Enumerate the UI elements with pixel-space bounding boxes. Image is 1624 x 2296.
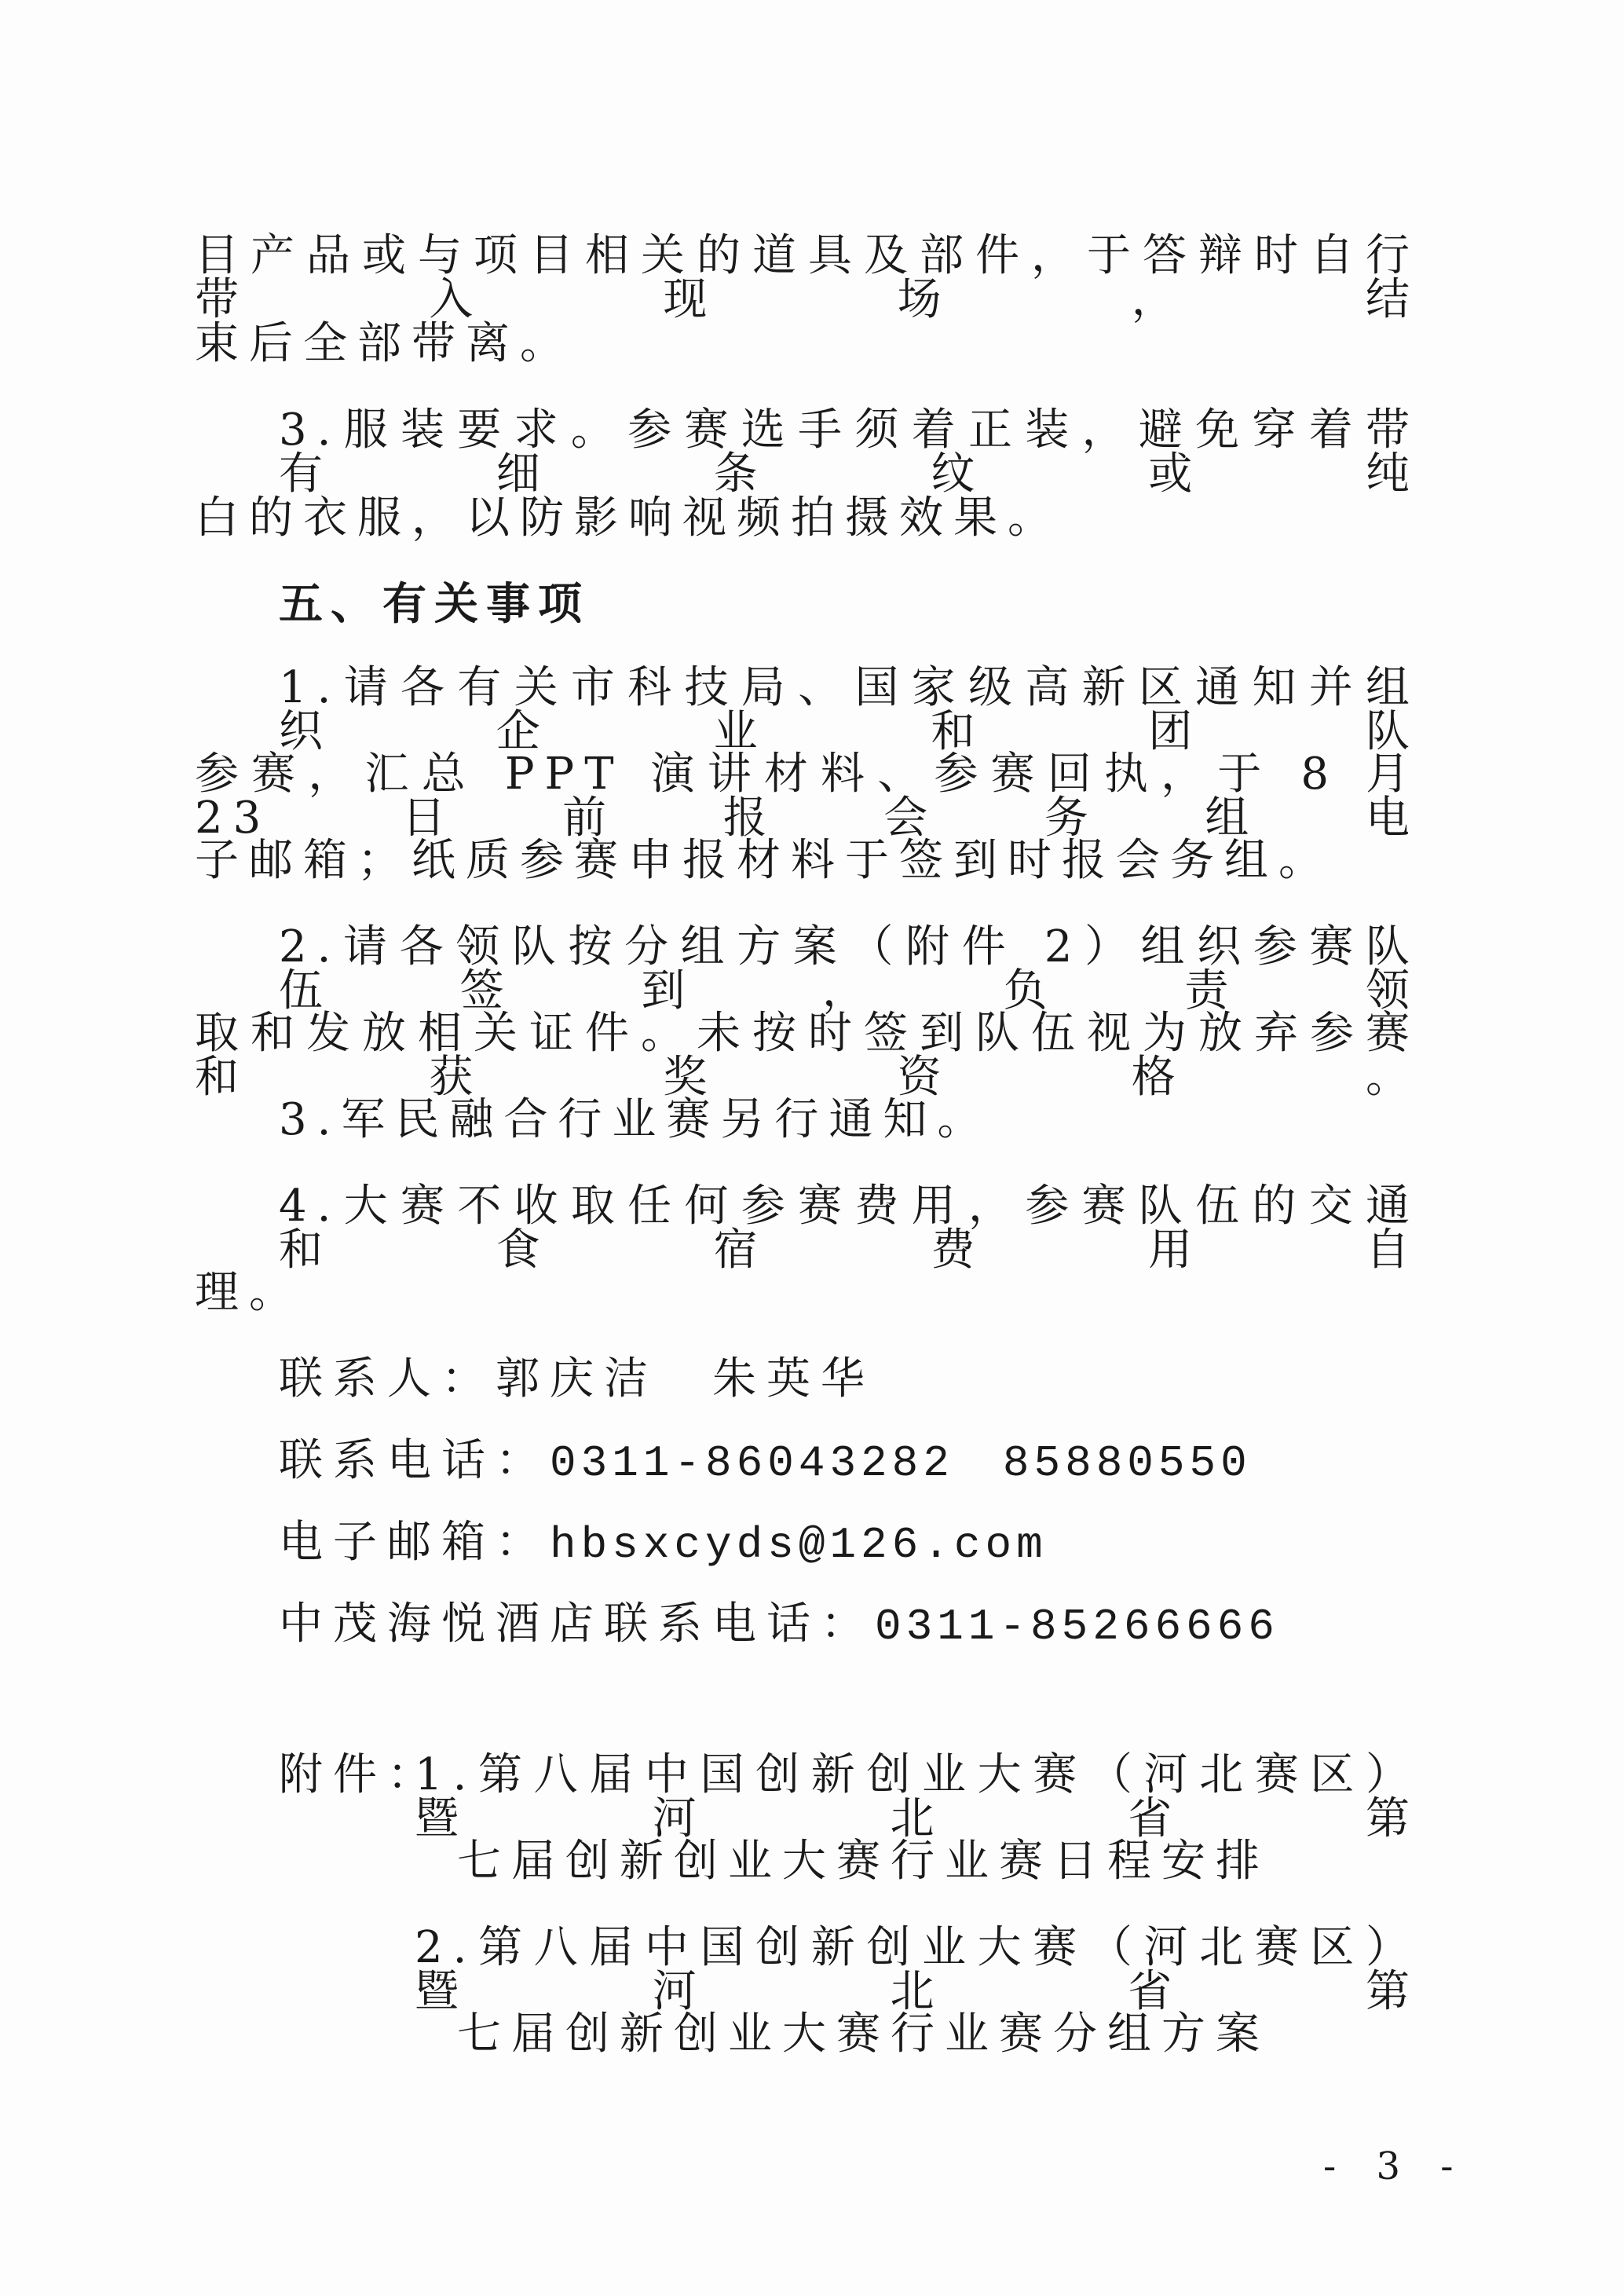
attachments-label: 附件： <box>279 1749 441 1800</box>
hotel-phone-label: 中茂海悦酒店联系电话： <box>279 1598 875 1650</box>
contact-person <box>279 1353 875 1404</box>
section-heading: 五、有关事项 <box>279 579 590 630</box>
attachment-item-line: 2.第八届中国创新创业大赛（河北赛区）暨河北省第 <box>415 1922 1420 2017</box>
contact-person-value: 郭庆洁 朱英华 <box>496 1353 875 1404</box>
attachment-item-line: 1.第八届中国创新创业大赛（河北赛区）暨河北省第 <box>415 1749 1420 1844</box>
hotel-phone <box>279 1598 1279 1652</box>
list-item-line: 2.请各领队按分组方案（附件 2）组织参赛队伍签到，负责领 <box>279 921 1420 1016</box>
phone-value: 0311-86043282 85880550 <box>550 1438 1252 1489</box>
list-item-line: 4.大赛不收取任何参赛费用，参赛队伍的交通和食宿费用自 <box>279 1181 1420 1276</box>
paragraph-line: 白的衣服，以防影响视频拍摄效果。 <box>195 493 1062 544</box>
list-item-line: 1.请各有关市科技局、国家级高新区通知并组织企业和团队 <box>279 662 1420 757</box>
list-item-line: 3.军民融合行业赛另行通知。 <box>279 1094 992 1145</box>
contact-person-label: 联系人： <box>279 1353 496 1404</box>
list-item-line: 取和发放相关证件。未按时签到队伍视为放弃参赛和获奖资格。 <box>195 1008 1420 1103</box>
list-item-line: 参赛，汇总 PPT 演讲材料、参赛回执，于 8 月 23 日前报会务组电 <box>195 749 1420 844</box>
email-label: 电子邮箱： <box>279 1517 550 1568</box>
list-item-line: 理。 <box>195 1267 303 1318</box>
paragraph-line: 目产品或与项目相关的道具及部件，于答辩时自行带入现场，结 <box>195 230 1420 325</box>
attachment-item-line: 七届创新创业大赛行业赛日程安排 <box>457 1836 1270 1887</box>
page-number: - 3 - <box>1323 2144 1468 2188</box>
contact-email <box>279 1517 1048 1570</box>
phone-label: 联系电话： <box>279 1435 550 1486</box>
email-value: hbsxcyds@126.com <box>550 1520 1048 1570</box>
attachment-item-line: 七届创新创业大赛行业赛分组方案 <box>457 2009 1270 2060</box>
paragraph-line: 3.服装要求。参赛选手须着正装，避免穿着带有细条纹或纯 <box>279 405 1420 500</box>
list-item-line: 子邮箱；纸质参赛申报材料于签到时报会务组。 <box>195 835 1333 886</box>
paragraph-line: 束后全部带离。 <box>195 318 574 369</box>
contact-phone <box>279 1435 1252 1489</box>
hotel-phone-value: 0311-85266666 <box>875 1602 1279 1652</box>
